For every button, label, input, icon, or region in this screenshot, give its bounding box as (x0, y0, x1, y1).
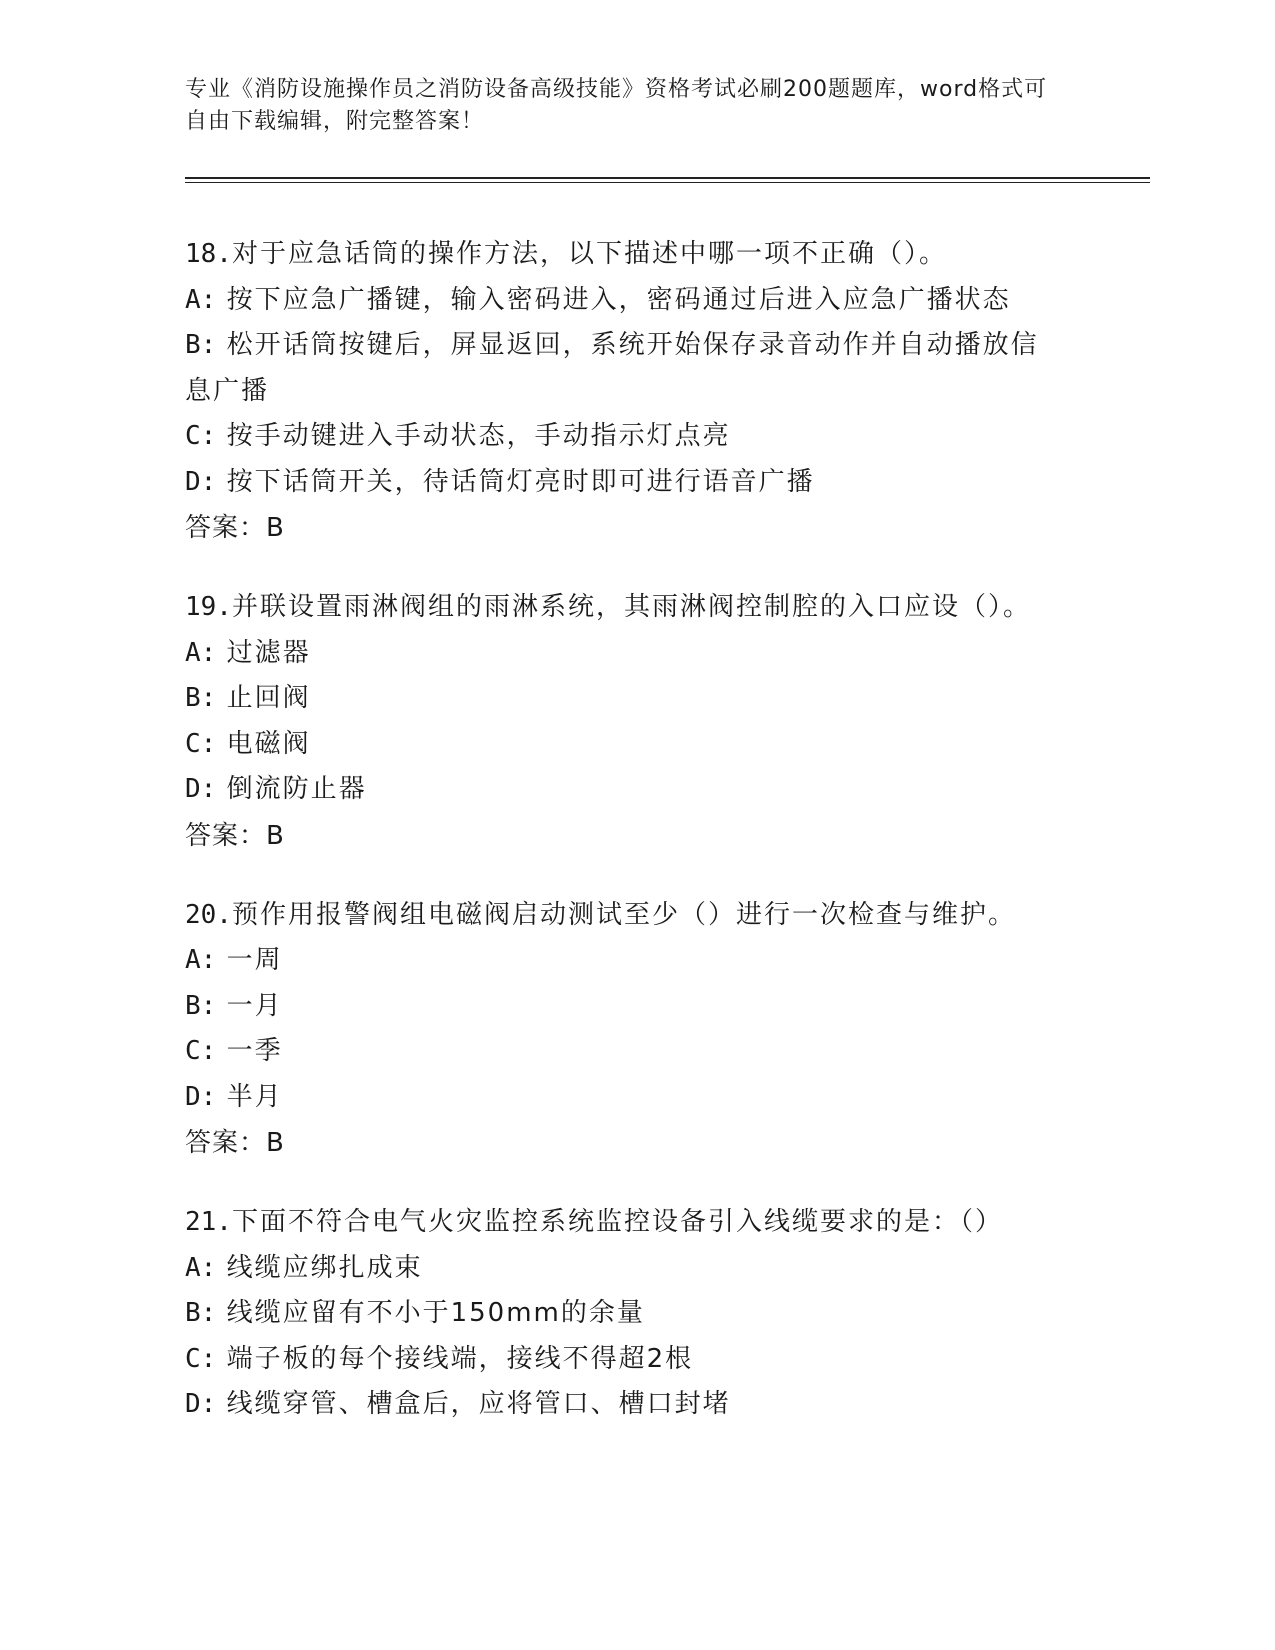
question-text: 下面不符合电气火灾监控系统监控设备引入线缆要求的是：（） (231, 1207, 1003, 1237)
question-text: 并联设置雨淋阀组的雨淋系统，其雨淋阀控制腔的入口应设（）。 (231, 592, 1031, 622)
option-b (185, 323, 1065, 414)
option-key: D: (185, 466, 217, 497)
option-d (185, 767, 1085, 813)
option-key: C: (185, 1036, 217, 1066)
question-21 (185, 1200, 1085, 1428)
option-c (185, 1337, 1085, 1383)
question-text: 预作用报警阀组电磁阀启动测试至少（）进行一次检查与维护。 (231, 899, 1016, 930)
option-b (185, 1291, 1085, 1337)
question-number: 21. (185, 1207, 232, 1237)
option-key: A: (185, 945, 217, 975)
option-a (185, 278, 1085, 324)
option-text: 止回阀 (226, 683, 311, 713)
option-b (185, 676, 1085, 722)
option-c (185, 414, 1085, 460)
answer-line: 答案：B (185, 1128, 285, 1158)
option-key: A: (185, 284, 217, 315)
option-text: 半月 (226, 1081, 283, 1112)
option-d (185, 1075, 1085, 1121)
option-a (185, 938, 1085, 984)
question-stem (185, 232, 1085, 278)
header-divider-thin (185, 182, 1150, 183)
option-c (185, 722, 1085, 768)
option-key: D: (185, 774, 217, 804)
option-text: 过滤器 (226, 637, 311, 668)
question-number: 20. (185, 899, 232, 930)
question-19 (185, 585, 1085, 859)
option-text: 电磁阀 (226, 728, 311, 759)
question-stem (185, 585, 1085, 631)
header-divider (185, 177, 1150, 179)
option-text: 一周 (226, 945, 283, 975)
option-text: 端子板的每个接线端，接线不得超2根 (226, 1343, 694, 1374)
answer-line: 答案：B (185, 513, 285, 543)
option-d (185, 460, 1085, 506)
question-stem (185, 1200, 1085, 1246)
option-key: A: (185, 637, 217, 668)
option-text: 按手动键进入手动状态，手动指示灯点亮 (226, 421, 731, 451)
question-number: 18. (185, 239, 232, 269)
option-b (185, 984, 1085, 1030)
option-text: 线缆穿管、槽盒后，应将管口、槽口封堵 (226, 1389, 731, 1419)
option-a (185, 631, 1085, 677)
option-text: 按下应急广播键，输入密码进入，密码通过后进入应急广播状态 (226, 284, 1011, 315)
option-key: A: (185, 1252, 217, 1283)
option-key: C: (185, 1343, 217, 1374)
option-text: 一月 (226, 990, 283, 1021)
question-text: 对于应急话筒的操作方法，以下描述中哪一项不正确（）。 (231, 239, 947, 269)
option-key: C: (185, 421, 217, 451)
question-number: 19. (185, 592, 232, 622)
option-key: B: (185, 330, 217, 360)
option-key: C: (185, 728, 217, 759)
option-a (185, 1246, 1085, 1292)
answer-line: 答案：B (185, 820, 285, 851)
document-header: 专业《消防设施操作员之消防设备高级技能》资格考试必刷200题题库，word格式可自由下载编辑，附完整答案！ (185, 77, 1048, 134)
option-text: 线缆应留有不小于150mm的余量 (226, 1298, 645, 1328)
option-key: B: (185, 683, 217, 713)
question-20 (185, 893, 1085, 1167)
option-text: 按下话筒开关，待话筒灯亮时即可进行语音广播 (226, 466, 815, 497)
option-key: D: (185, 1081, 217, 1112)
question-stem (185, 893, 1085, 939)
option-text: 一季 (226, 1036, 283, 1066)
option-d (185, 1382, 1085, 1428)
option-text: 松开话筒按键后，屏显返回，系统开始保存录音动作并自动播放信息广播 (185, 330, 1039, 406)
option-key: B: (185, 1298, 217, 1328)
option-key: D: (185, 1389, 217, 1419)
option-text: 倒流防止器 (226, 774, 367, 804)
option-key: B: (185, 990, 217, 1021)
question-list (185, 232, 1085, 1462)
option-c (185, 1029, 1085, 1075)
option-text: 线缆应绑扎成束 (226, 1252, 423, 1283)
question-18 (185, 232, 1085, 551)
